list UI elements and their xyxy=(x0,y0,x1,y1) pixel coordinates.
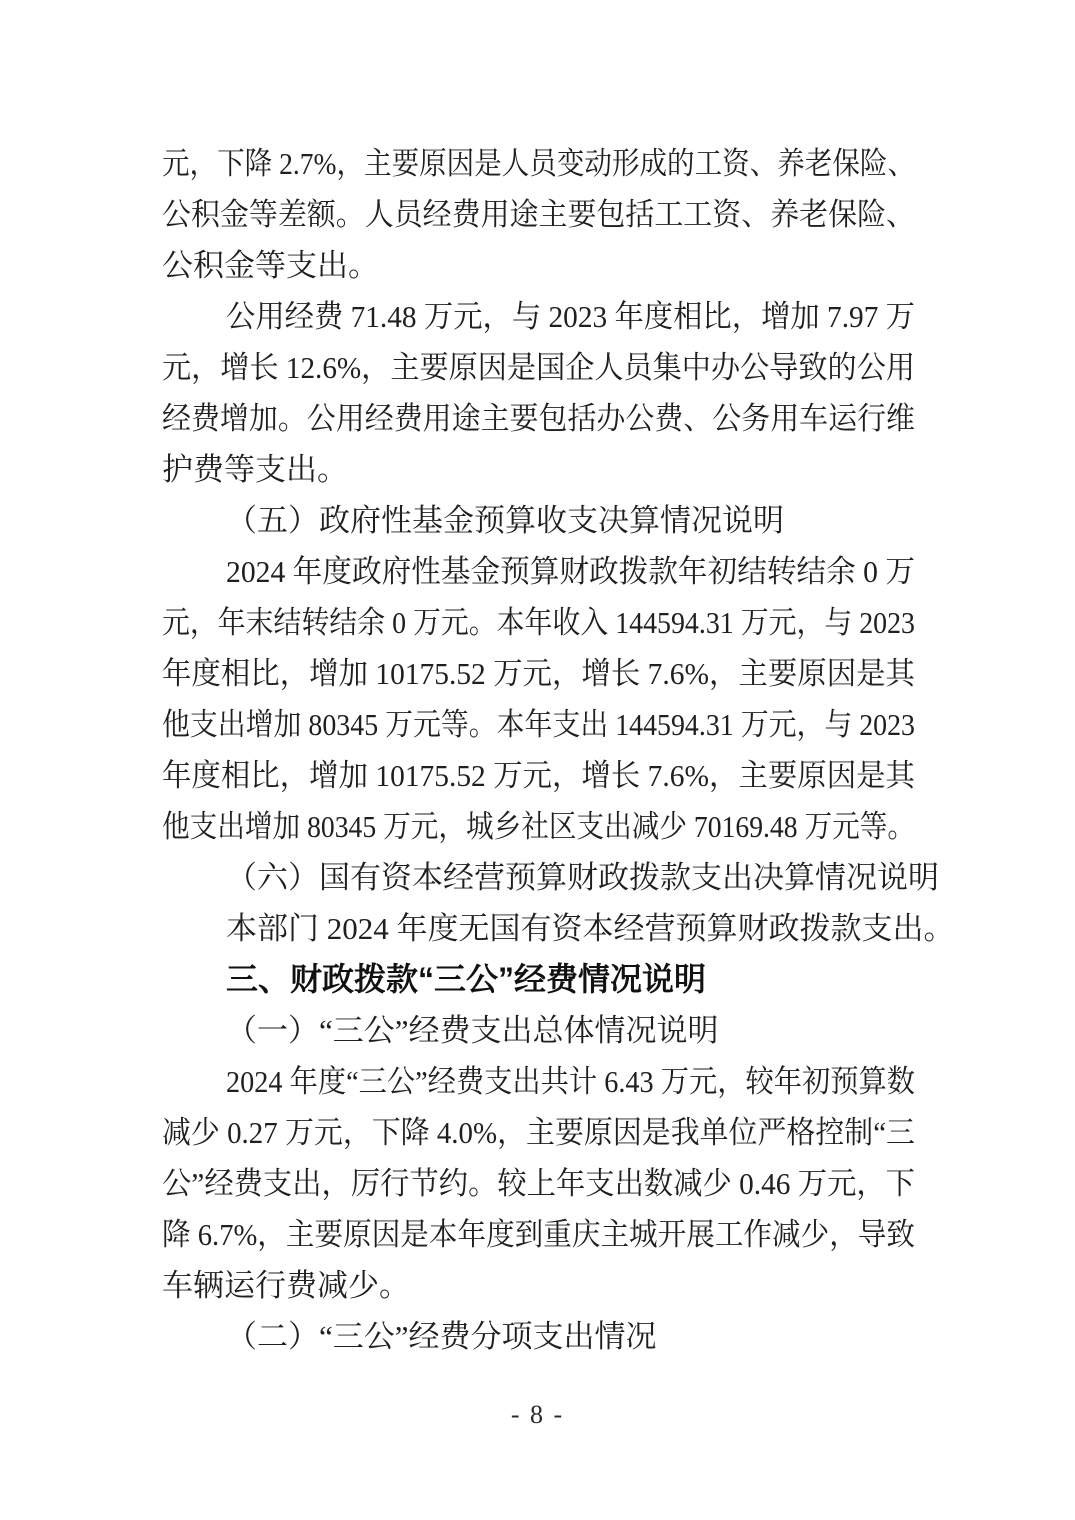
text-line-content: 三、财政拨款“三公”经费情况说明 xyxy=(226,961,707,997)
text-line-content: （六）国有资本经营预算财政拨款支出决算情况说明 xyxy=(226,860,939,895)
section-heading-line xyxy=(162,953,915,1004)
text-line-content: 公积金等支出。 xyxy=(162,248,379,283)
text-line xyxy=(162,290,915,341)
text-line-content: 他支出增加 80345 万元，城乡社区支出减少 70169.48 万元等。 xyxy=(162,809,915,844)
document-body xyxy=(162,137,955,1361)
text-line-content: 年度相比，增加 10175.52 万元，增长 7.6%，主要原因是其 xyxy=(162,758,917,793)
text-line xyxy=(162,698,915,749)
text-line-content: 降 6.7%，主要原因是本年度到重庆主城开展工作减少，导致 xyxy=(162,1217,915,1252)
text-line xyxy=(162,392,915,443)
text-line xyxy=(162,1055,915,1106)
page-number: - 8 - xyxy=(510,1400,565,1429)
text-line-content: 减少 0.27 万元，下降 4.0%，主要原因是我单位严格控制“三 xyxy=(162,1115,915,1150)
text-line-content: 他支出增加 80345 万元等。本年支出 144594.31 万元，与 2023 xyxy=(162,707,915,742)
text-line xyxy=(162,1259,915,1310)
text-line-content: 公用经费 71.48 万元，与 2023 年度相比，增加 7.97 万 xyxy=(226,299,915,334)
text-line-content: 经费增加。公用经费用途主要包括办公费、公务用车运行维 xyxy=(162,401,915,436)
text-line xyxy=(162,1106,915,1157)
text-line xyxy=(162,443,915,494)
text-line-content: 2024 年度“三公”经费支出共计 6.43 万元，较年初预算数 xyxy=(226,1064,915,1099)
text-line-content: （一）“三公”经费支出总体情况说明 xyxy=(226,1013,719,1048)
text-line-content: 车辆运行费减少。 xyxy=(162,1268,410,1303)
text-line xyxy=(162,1208,915,1259)
text-line xyxy=(162,545,915,596)
text-line-content: 年度相比，增加 10175.52 万元，增长 7.6%，主要原因是其 xyxy=(162,656,917,691)
text-line xyxy=(162,494,915,545)
text-line xyxy=(162,851,939,902)
text-line-content: 公积金等差额。人员经费用途主要包括工工资、养老保险、 xyxy=(162,197,915,232)
text-line xyxy=(162,749,915,800)
text-line xyxy=(162,239,915,290)
text-line xyxy=(162,341,915,392)
text-line-content: 元，年末结转结余 0 万元。本年收入 144594.31 万元，与 2023 xyxy=(162,605,915,640)
text-line xyxy=(162,1004,915,1055)
text-line-content: 元，下降 2.7%，主要原因是人员变动形成的工资、养老保险、 xyxy=(162,146,915,181)
text-line xyxy=(162,137,915,188)
text-line xyxy=(162,188,915,239)
text-line-content: 公”经费支出，厉行节约。较上年支出数减少 0.46 万元，下 xyxy=(162,1166,915,1201)
text-line-content: （二）“三公”经费分项支出情况 xyxy=(226,1319,657,1354)
text-line xyxy=(162,647,915,698)
text-line-content: （五）政府性基金预算收支决算情况说明 xyxy=(226,503,784,538)
text-line xyxy=(162,902,955,953)
text-line-content: 元，增长 12.6%，主要原因是国企人员集中办公导致的公用 xyxy=(162,350,915,385)
text-line xyxy=(162,800,915,851)
text-line-content: 护费等支出。 xyxy=(162,452,348,487)
text-line-content: 本部门 2024 年度无国有资本经营预算财政拨款支出。 xyxy=(226,911,955,946)
text-line xyxy=(162,1310,915,1361)
text-line-content: 2024 年度政府性基金预算财政拨款年初结转结余 0 万 xyxy=(226,554,915,589)
text-line xyxy=(162,596,915,647)
text-line xyxy=(162,1157,915,1208)
